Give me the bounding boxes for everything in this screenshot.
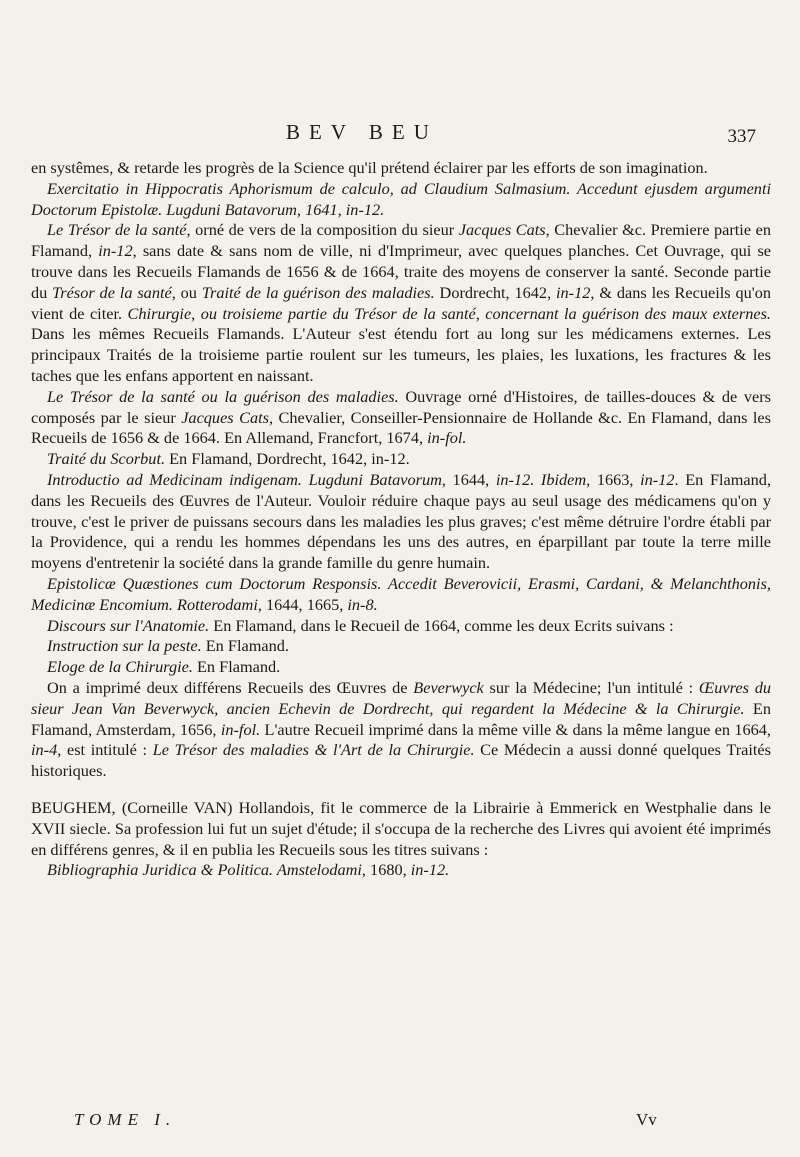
bibliography-entry: Bibliographia Juridica & Politica. Amstelodami, 1680, in-12. <box>47 860 450 880</box>
running-head: BEV BEU <box>286 120 438 144</box>
paragraph: On a imprimé deux différens Recueils des Œuvres de Beverwyck sur la Médecine; l'un intitulé : Œuvres du sieur Jean Van Beverwyck, ancien Echevin de Dordrecht, qui regardent la Médecine & la Chirurgie. En Flamand, Amsterdam, 1656, in-fol. L'autre Recueil imprimé dans la même ville & dans la même langue en 1664, in-4, est intitulé : Le Trésor des maladies & l'Art de la Chirurgie. Ce Médecin a aussi donné quelques Traités historiques. <box>31 677 772 781</box>
body-text <box>31 158 771 881</box>
page-footer <box>0 1110 800 1134</box>
bibliography-entry: Eloge de la Chirurgie. En Flamand. <box>47 657 281 677</box>
gathering-signature: Vv <box>636 1110 657 1129</box>
bibliography-entry: Introductio ad Medicinam indigenam. Lugduni Batavorum, 1644, in-12. Ibidem, 1663, in-12. En Flamand, dans les Recueils des Œuvres de l'Auteur. Vouloir réduire chaque pays au seul usage des médicamens qu'on y trouve, c'est le priver de puissans secours dans les maladies les plus graves; c'est même détruire l'ordre établi par la Providence, qui a rendu les hommes dépendans les uns des autres, en éparpillant par toute la terre mille moyens d'entretenir la société dans la grande famille du genre humain. <box>31 469 772 573</box>
bibliography-entry: Traité du Scorbut. En Flamand, Dordrecht, 1642, in-12. <box>47 449 410 469</box>
bibliography-entry: Instruction sur la peste. En Flamand. <box>47 636 289 656</box>
page-number: 337 <box>727 126 756 147</box>
volume-signature: TOME I. <box>74 1110 177 1129</box>
page-header <box>0 118 800 152</box>
bibliography-entry: Discours sur l'Anatomie. En Flamand, dans le Recueil de 1664, comme les deux Ecrits suivans : <box>47 615 674 635</box>
bibliography-entry: Exercitatio in Hippocratis Aphorismum de calculo, ad Claudium Salmasium. Accedunt ejusdem argumenti Doctorum Epistolæ. Lugduni Batavorum, 1641, in-12. <box>31 178 771 219</box>
bibliography-entry: Le Trésor de la santé, orné de vers de la composition du sieur Jacques Cats, Chevalier &c. Premiere partie en Flamand, in-12, sans date & sans nom de ville, ni d'Imprimeur, avec quelques planches. Cet Ouvrage, qui se trouve dans les Recueils Flamands de 1656 & de 1664, traite des moyens de conserver la santé. Seconde partie du Trésor de la santé, ou Traité de la guérison des maladies. Dordrecht, 1642, in-12, & dans les Recueils qu'on vient de citer. Chirurgie, ou troisieme partie du Trésor de la santé, concernant la guérison des maux externes. Dans les mêmes Recueils Flamands. L'Auteur s'est étendu fort au long sur les médicamens externes. Les principaux Traités de la troisieme partie roulent sur les tumeurs, les plaies, les luxations, les fractures & les taches que les enfans apportent en naissant. <box>31 220 772 385</box>
bibliography-entry: Epistolicæ Quæstiones cum Doctorum Responsis. Accedit Beverovicii, Erasmi, Cardani, & Melanchthonis, Medicinæ Encomium. Rotterodami, 1644, 1665, in-8. <box>31 573 771 614</box>
entry-beughem: BEUGHEM, (Corneille VAN) Hollandois, fit le commerce de la Librairie à Emmerick en Westphalie dans le XVII siecle. Sa profession lui fut un sujet d'étude; il s'occupa de la recherche des Livres qui avoient été imprimés en différens genres, & il en publia les Recueils sous les titres suivans : <box>31 797 771 859</box>
bibliography-entry: Le Trésor de la santé ou la guérison des maladies. Ouvrage orné d'Histoires, de tailles-douces & de vers composés par le sieur Jacques Cats, Chevalier, Conseiller-Pensionnaire de Hollande &c. En Flamand, dans les Recueils de 1656 & de 1664. En Allemand, Francfort, 1674, in-fol. <box>31 386 771 448</box>
paragraph: en systêmes, & retarde les progrès de la Science qu'il prétend éclairer par les efforts de son imagination. <box>31 158 708 177</box>
